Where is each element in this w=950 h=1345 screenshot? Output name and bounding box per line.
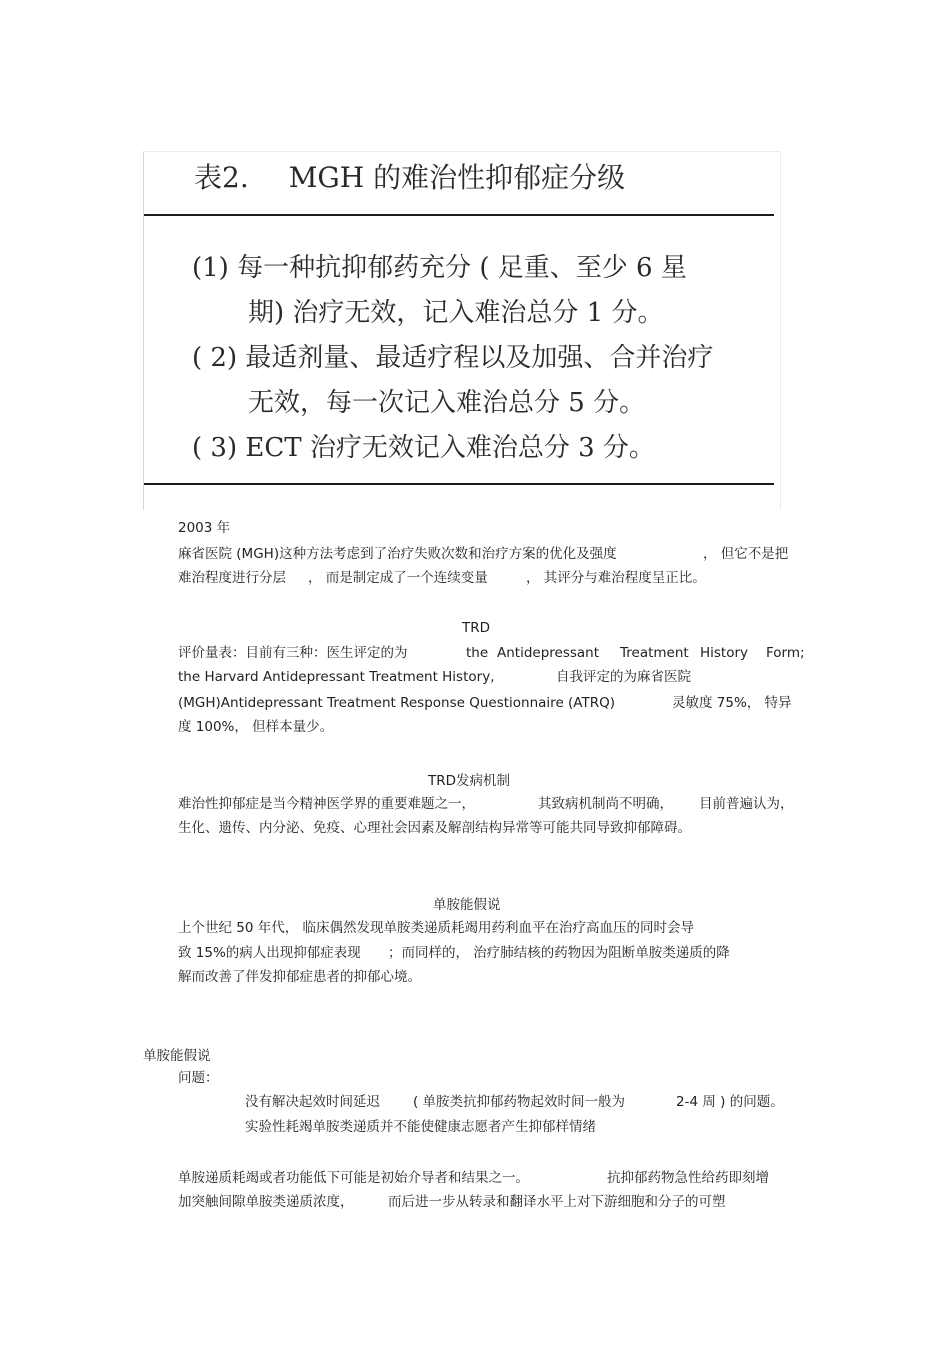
mechanism-line-1c: 目前普遍认为， [699, 796, 794, 812]
mechanism-heading: TRD发病机制 [428, 773, 511, 789]
problem-label: 问题： [178, 1070, 219, 1086]
trd-line-3a: (MGH)Antidepressant Treatment Response Questionnaire (ATRQ) [178, 695, 616, 711]
trd-line-3b: 灵敏度 75%， 特异 [672, 695, 792, 711]
table-bottom-rule [144, 483, 774, 485]
problem-1c: 2-4 周 ) 的问题。 [676, 1094, 784, 1110]
mgh-line-2a: 难治程度进行分层 [178, 570, 286, 586]
monoamine-heading-2: 单胺能假说 [143, 1048, 211, 1064]
final-line-2a: 加突触间隙单胺类递质浓度， [178, 1194, 354, 1210]
mgh-line-1a: 麻省医院 (MGH)这种方法考虑到了治疗失败次数和治疗方案的优化及强度 [178, 546, 617, 562]
trd-line-2b: 自我评定的为麻省医院 [556, 669, 691, 685]
trd-word-history: History [700, 645, 749, 661]
monoamine1-line-1: 上个世纪 50 年代， 临床偶然发现单胺类递质耗竭用药利血平在治疗高血压的同时会导 [178, 920, 695, 936]
mechanism-line-2: 生化、遗传、内分泌、免疫、心理社会因素及解剖结构异常等可能共同导致抑郁障碍。 [178, 820, 691, 836]
final-line-1a: 单胺递质耗竭或者功能低下可能是初始介导者和结果之一。 [178, 1170, 529, 1186]
problem-1b: ( 单胺类抗抑郁药物起效时间一般为 [413, 1094, 626, 1110]
table-figure [143, 151, 781, 510]
trd-word-antidepressant: Antidepressant [497, 645, 600, 661]
trd-word-the: the [466, 645, 489, 661]
table-line-2: 期) 治疗无效，记入难治总分 1 分。 [248, 298, 664, 328]
table-line-3: ( 2) 最适剂量、最适疗程以及加强、合并治疗 [192, 343, 714, 373]
table-top-rule [144, 214, 774, 216]
monoamine1-line-2b: ；而同样的， 治疗肺结核的药物因为阻断单胺类递质的降 [388, 945, 730, 961]
monoamine1-line-3: 解而改善了伴发抑郁症患者的抑郁心境。 [178, 969, 421, 985]
table-line-1: (1) 每一种抗抑郁药充分 ( 足重、至少 6 星 [192, 253, 687, 283]
monoamine1-line-2a: 致 15%的病人出现抑郁症表现 [178, 945, 361, 961]
table-title [194, 156, 625, 196]
table-line-5: ( 3) ECT 治疗无效记入难治总分 3 分。 [192, 433, 655, 463]
table-line-4: 无效，每一次记入难治总分 5 分。 [248, 388, 646, 418]
table-number: 表2. [194, 161, 249, 194]
final-line-2b: 而后进一步从转录和翻译水平上对下游细胞和分子的可塑 [388, 1194, 726, 1210]
mechanism-line-1a: 难治性抑郁症是当今精神医学界的重要难题之一， [178, 796, 475, 812]
trd-word-treatment: Treatment [620, 645, 689, 661]
mgh-line-2c: ， 其评分与难治程度呈正比。 [526, 570, 706, 586]
mgh-line-1b: ， 但它不是把 [703, 546, 789, 562]
table-name: MGH 的难治性抑郁症分级 [288, 161, 626, 194]
monoamine-heading-1: 单胺能假说 [433, 897, 501, 913]
year-label: 2003 年 [178, 520, 231, 536]
problem-1a: 没有解决起效时间延迟 [245, 1094, 380, 1110]
trd-line-4: 度 100%， 但样本量少。 [178, 719, 334, 735]
final-line-1b: 抗抑郁药物急性给药即刻增 [607, 1170, 769, 1186]
trd-line-2a: the Harvard Antidepressant Treatment History, [178, 669, 495, 685]
trd-word-form: Form; [766, 645, 805, 661]
trd-heading: TRD [462, 620, 491, 636]
problem-2: 实验性耗竭单胺类递质并不能使健康志愿者产生抑郁样情绪 [245, 1119, 596, 1135]
mechanism-line-1b: 其致病机制尚不明确， [538, 796, 673, 812]
trd-line-1a: 评价量表：目前有三种：医生评定的为 [178, 645, 408, 661]
mgh-line-2b: ， 而是制定成了一个连续变量 [308, 570, 488, 586]
